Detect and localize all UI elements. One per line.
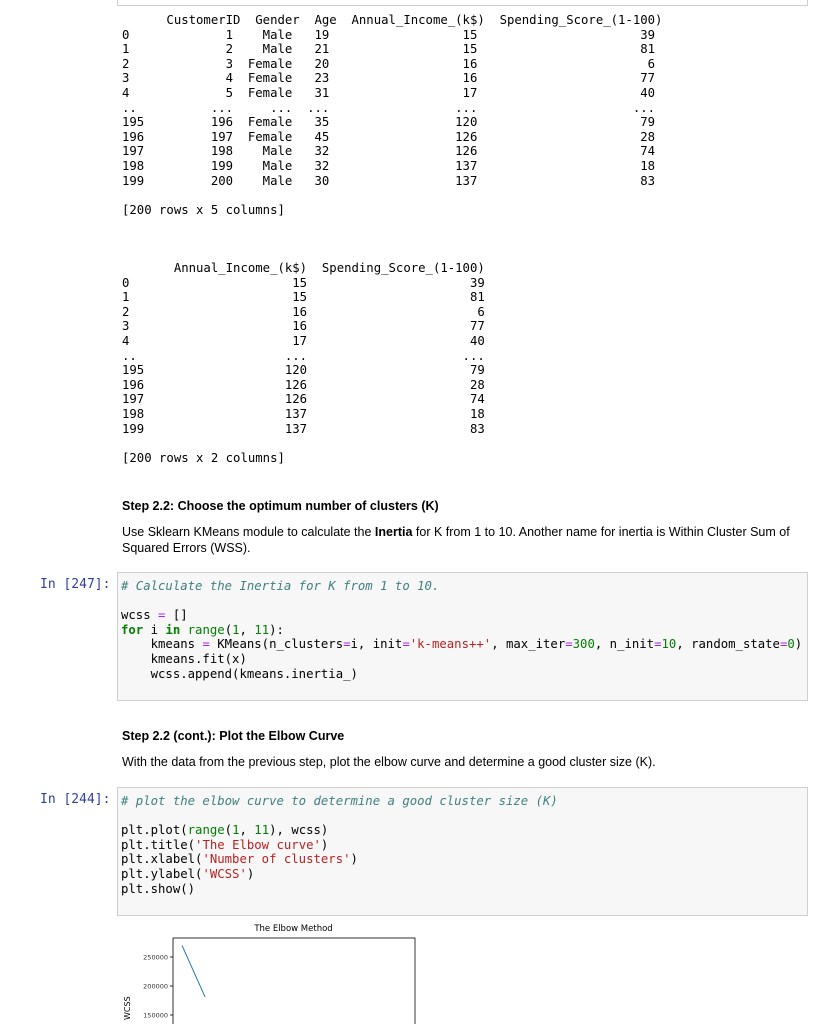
dataframe-row: 196 197 Female 45 126 28	[122, 129, 656, 144]
paragraph-bold-text: Inertia	[374, 525, 413, 539]
y-axis	[143, 954, 173, 1020]
dataframe-row: 198 199 Male 32 137 18	[122, 158, 656, 173]
dataframe-row: .. ... ...	[122, 348, 485, 363]
y-tick-label: 250000	[143, 953, 168, 962]
dataframe-row: 3 4 Female 23 16 77	[122, 71, 656, 86]
dataframe-row: 2 16 6	[122, 304, 485, 319]
dataframe-row: 3 16 77	[122, 319, 485, 334]
dataframe-row: 195 196 Female 35 120 79	[122, 115, 656, 130]
cell-prompt: In [247]:	[40, 577, 111, 592]
dataframe-header: Annual_Income_(k$) Spending_Score_(1-100)	[122, 261, 485, 275]
dataframe-row: 4 17 40	[122, 333, 485, 348]
dataframe-row: .. ... ... ... ... ...	[122, 100, 656, 115]
paragraph-text: Use Sklearn KMeans module to calculate the	[122, 525, 375, 539]
code-cell-inertia[interactable]	[117, 572, 808, 701]
markdown-paragraph-inertia	[122, 525, 802, 556]
dataframe-shape: [200 rows x 5 columns]	[122, 202, 285, 217]
previous-output-border	[117, 0, 808, 6]
code-editor[interactable]: # plot the elbow curve to determine a good cluster size (K) plt.plot(range(1, 11), wcss) plt.title('The Elbow curve') plt.xlabel('Number of clusters') plt.ylabel('WCSS') plt.show()	[121, 794, 558, 896]
dataframe-shape: [200 rows x 2 columns]	[122, 450, 285, 465]
dataframe-row: 4 5 Female 31 17 40	[122, 85, 656, 100]
markdown-heading-elbow: Step 2.2 (cont.): Plot the Elbow Curve	[122, 729, 345, 743]
dataframe-row: 2 3 Female 20 16 6	[122, 56, 656, 71]
dataframe-row: 197 126 74	[122, 392, 485, 407]
dataframe-header: CustomerID Gender Age Annual_Income_(k$) Spending_Score_(1-100)	[122, 13, 663, 27]
dataframe-row: 197 198 Male 32 126 74	[122, 144, 656, 159]
elbow-plot	[115, 930, 425, 1024]
code-comment: # Calculate the Inertia for K from 1 to 10.	[121, 579, 440, 593]
dataframe-output-5-columns	[122, 13, 662, 217]
dataframe-row: 0 1 Male 19 15 39	[122, 27, 656, 42]
dataframe-row: 196 126 28	[122, 377, 485, 392]
dataframe-row: 0 15 39	[122, 275, 485, 290]
dataframe-row: 1 2 Male 21 15 81	[122, 42, 656, 57]
dataframe-row: 199 137 83	[122, 421, 485, 436]
paragraph-text: for K from 1 to 10. Another name for inertia is Within Cluster Sum of Squared Errors (WSS).	[122, 525, 790, 555]
plot-axes-frame	[173, 938, 415, 1024]
code-comment: # plot the elbow curve to determine a good cluster size (K)	[121, 794, 558, 808]
markdown-paragraph-elbow: With the data from the previous step, plot the elbow curve and determine a good cluster size (K).	[122, 755, 656, 769]
cell-prompt: In [244]:	[40, 792, 111, 807]
dataframe-row: 199 200 Male 30 137 83	[122, 173, 656, 188]
dataframe-output-2-columns	[122, 261, 485, 465]
markdown-heading-choose-k: Step 2.2: Choose the optimum number of clusters (K)	[122, 499, 439, 513]
dataframe-row: 198 137 18	[122, 406, 485, 421]
code-cell-elbow-plot[interactable]	[117, 787, 808, 916]
y-axis-label: WCSS	[123, 996, 132, 1020]
code-editor[interactable]: # Calculate the Inertia for K from 1 to 10. wcss = [] for i in range(1, 11): kmeans = KMeans(n_clusters=i, init='k-means++', max_iter=300, n_init=10, random_state=0) kmeans.fit(x) wcss.append(kmeans.inertia_)	[121, 579, 803, 681]
y-tick-label: 150000	[143, 1011, 168, 1020]
plot-title: The Elbow Method	[254, 924, 333, 934]
dataframe-row: 1 15 81	[122, 290, 485, 305]
dataframe-row: 195 120 79	[122, 363, 485, 378]
y-tick-label: 200000	[143, 982, 168, 991]
